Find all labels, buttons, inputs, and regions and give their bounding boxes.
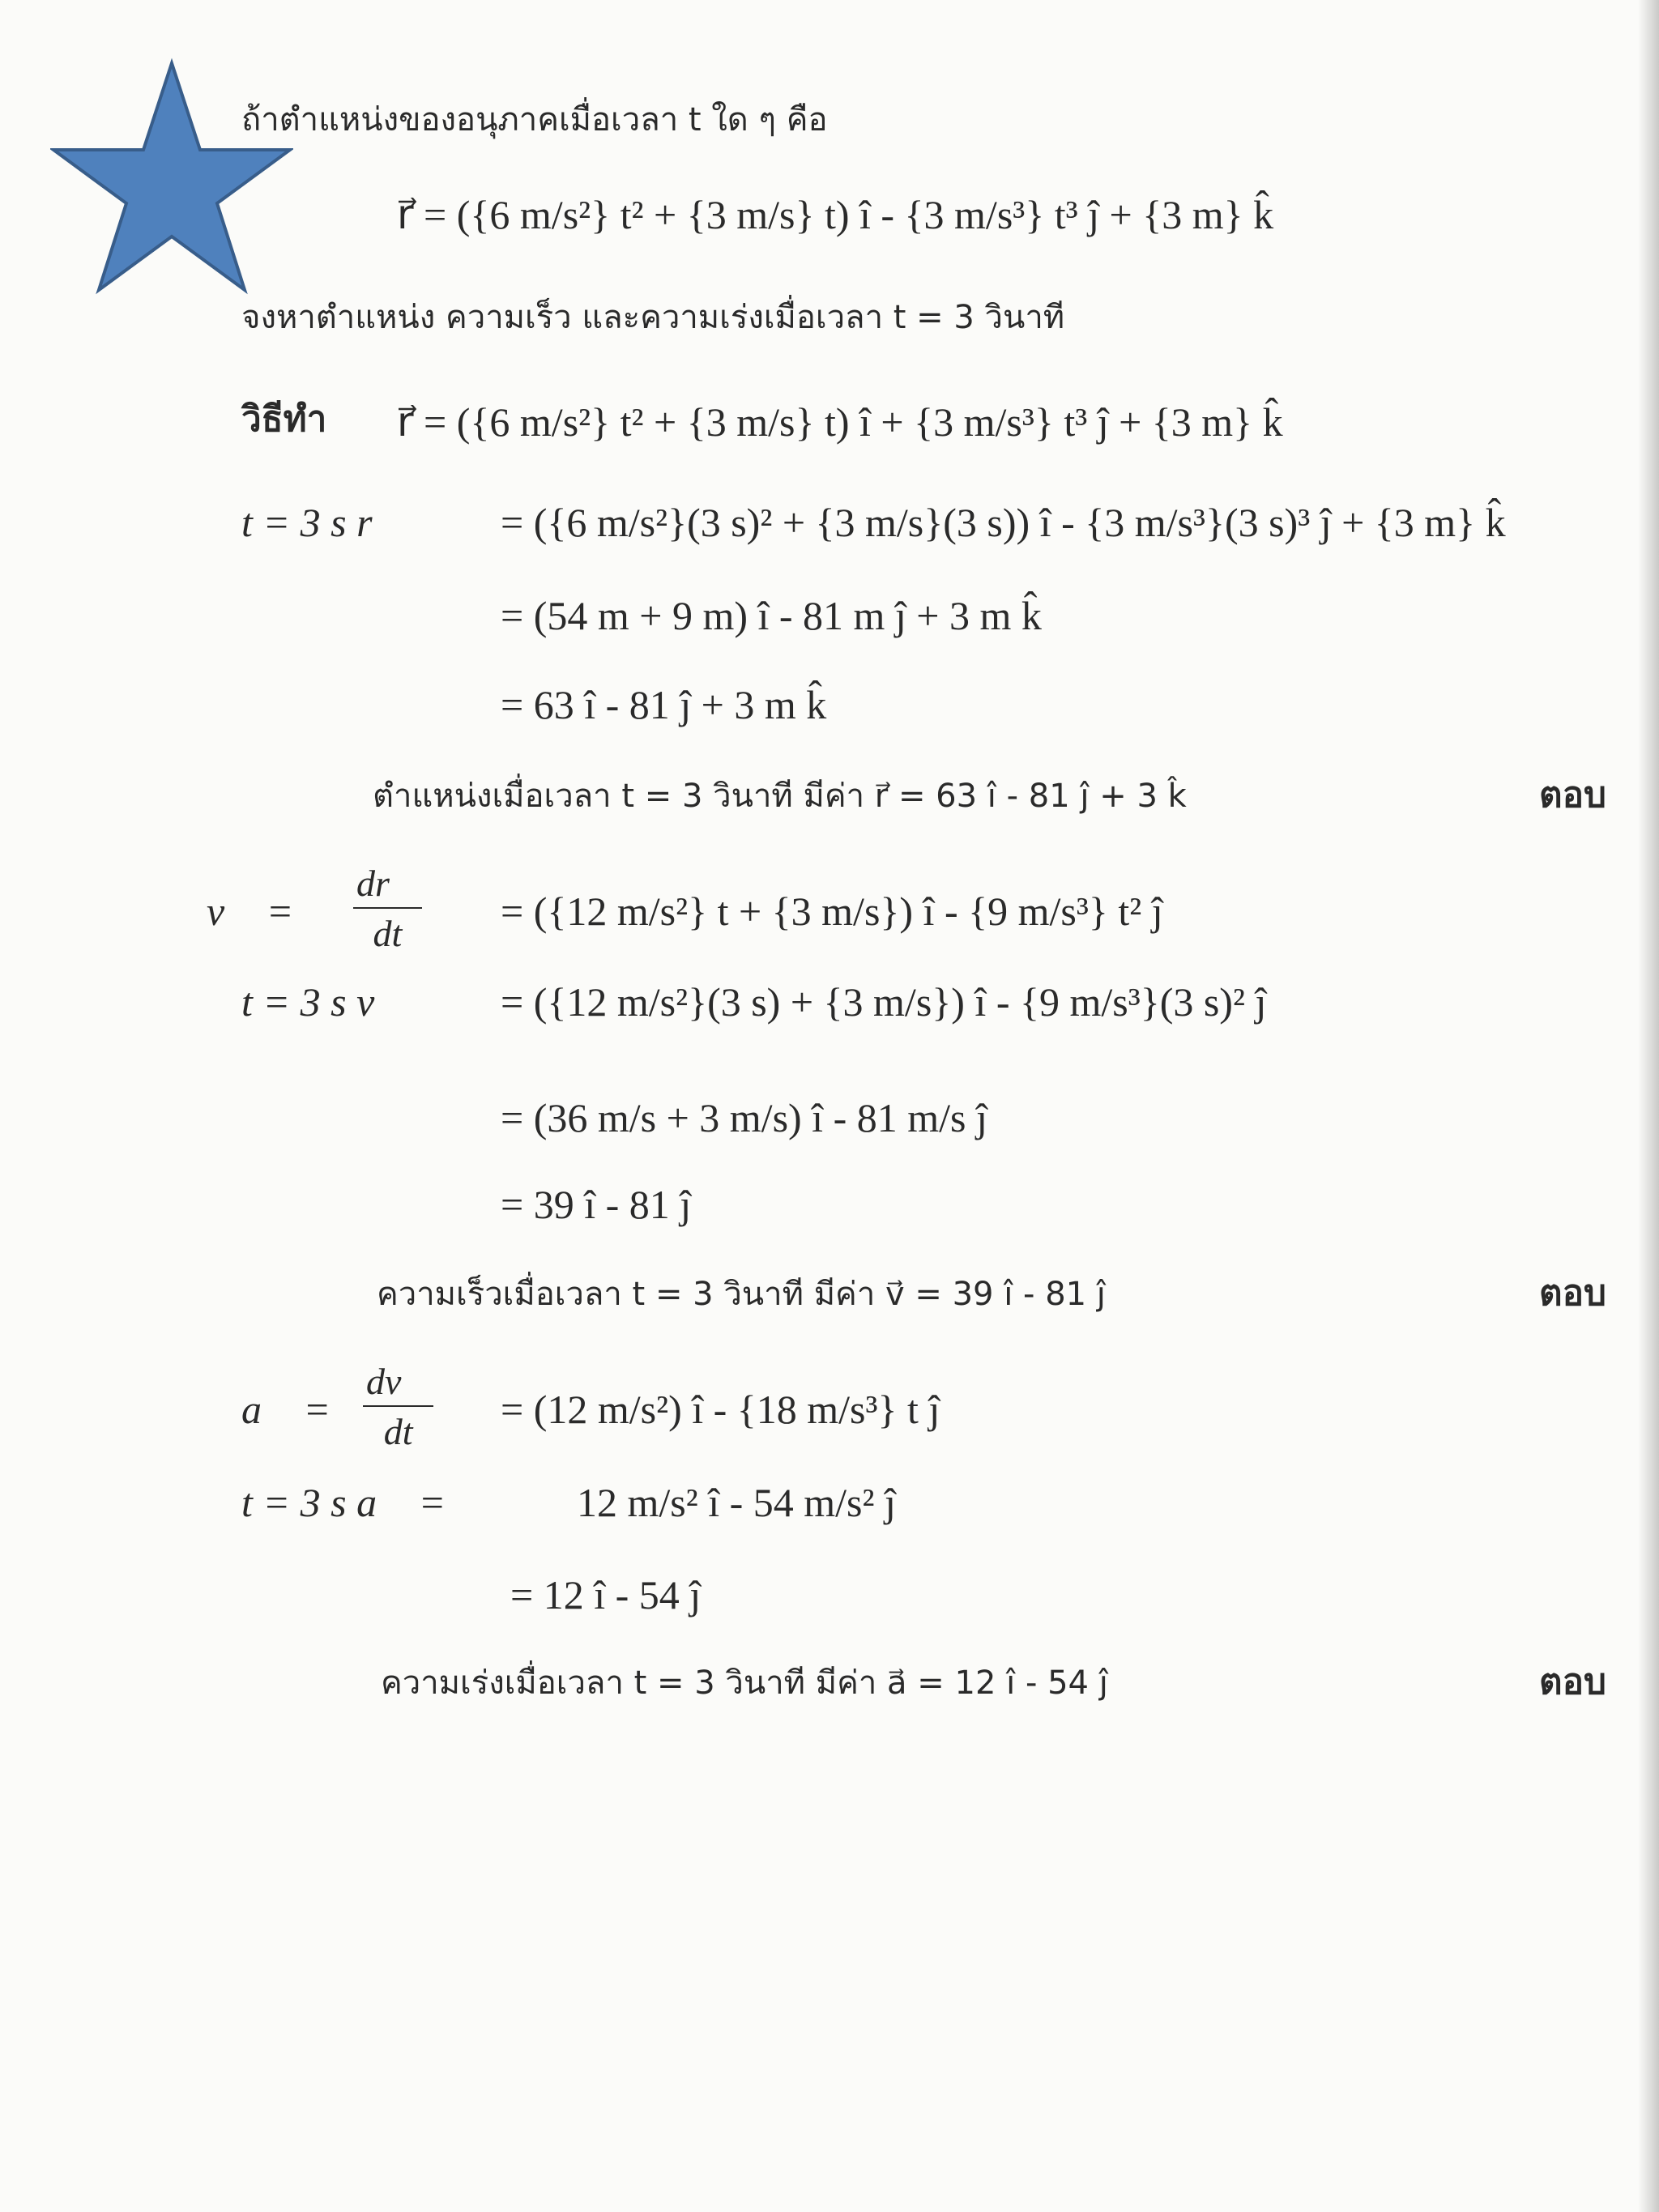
acceleration-result: ความเร่งเมื่อเวลา t = 3 วินาที มีค่า a⃗ = 12 î - 54 ĵ bbox=[381, 1664, 1108, 1702]
velocity-line-4: = 39 î - 81 ĵ bbox=[501, 1182, 692, 1227]
position-line-3: = (54 m + 9 m) î - 81 m ĵ + 3 m k̂ bbox=[501, 593, 1042, 638]
velocity-condition: t = 3 s v bbox=[241, 979, 375, 1025]
problem-intro: ถ้าตำแหน่งของอนุภาคเมื่อเวลา t ใด ๆ คือ bbox=[241, 101, 828, 139]
velocity-line-2: = ({12 m/s²}(3 s) + {3 m/s}) î - {9 m/s³}(3 s)² ĵ bbox=[501, 979, 1267, 1025]
position-line-1: r⃗ = ({6 m/s²} t² + {3 m/s} t) î + {3 m/s³} t³ ĵ + {3 m} k̂ bbox=[397, 399, 1283, 445]
velocity-lhs: v⃗ = bbox=[207, 889, 294, 934]
acceleration-condition: t = 3 s a⃗ = bbox=[241, 1480, 446, 1525]
velocity-derivative bbox=[353, 865, 422, 953]
acceleration-derivative-numerator: dv⃗ bbox=[363, 1363, 433, 1407]
problem-equation: r⃗ = ({6 m/s²} t² + {3 m/s} t) î - {3 m/s³} t³ ĵ + {3 m} k̂ bbox=[397, 192, 1274, 237]
answer-label-acceleration: ตอบ bbox=[1539, 1661, 1606, 1703]
position-line-2: = ({6 m/s²}(3 s)² + {3 m/s}(3 s)) î - {3 m/s³}(3 s)³ ĵ + {3 m} k̂ bbox=[501, 500, 1506, 545]
star-icon bbox=[50, 57, 293, 300]
velocity-derivative-denominator: dt bbox=[373, 913, 403, 954]
velocity-line-1: = ({12 m/s²} t + {3 m/s}) î - {9 m/s³} t² ĵ bbox=[501, 889, 1163, 934]
acceleration-line-3: = 12 î - 54 ĵ bbox=[510, 1572, 702, 1617]
position-condition: t = 3 s r⃗ bbox=[241, 500, 404, 545]
answer-label-velocity: ตอบ bbox=[1539, 1272, 1606, 1314]
acceleration-line-2: 12 m/s² î - 54 m/s² ĵ bbox=[577, 1480, 896, 1525]
problem-question: จงหาตำแหน่ง ความเร็ว และความเร่งเมื่อเวลา t = 3 วินาที bbox=[241, 299, 1065, 336]
acceleration-line-1: = (12 m/s²) î - {18 m/s³} t ĵ bbox=[501, 1387, 940, 1432]
page-edge-shadow bbox=[1638, 0, 1659, 2212]
acceleration-derivative bbox=[363, 1363, 433, 1451]
position-result: ตำแหน่งเมื่อเวลา t = 3 วินาที มีค่า r⃗ = 63 î - 81 ĵ + 3 k̂ bbox=[373, 778, 1187, 815]
position-line-4: = 63 î - 81 ĵ + 3 m k̂ bbox=[501, 682, 827, 727]
answer-label-position: ตอบ bbox=[1539, 774, 1606, 816]
solution-label: วิธีทำ bbox=[241, 399, 327, 440]
velocity-line-3: = (36 m/s + 3 m/s) î - 81 m/s ĵ bbox=[501, 1095, 987, 1140]
acceleration-derivative-denominator: dt bbox=[383, 1411, 413, 1452]
velocity-derivative-numerator: dr⃗ bbox=[353, 865, 422, 909]
velocity-result: ความเร็วเมื่อเวลา t = 3 วินาที มีค่า v⃗ = 39 î - 81 ĵ bbox=[377, 1276, 1106, 1313]
acceleration-lhs: a⃗ = bbox=[241, 1387, 331, 1432]
